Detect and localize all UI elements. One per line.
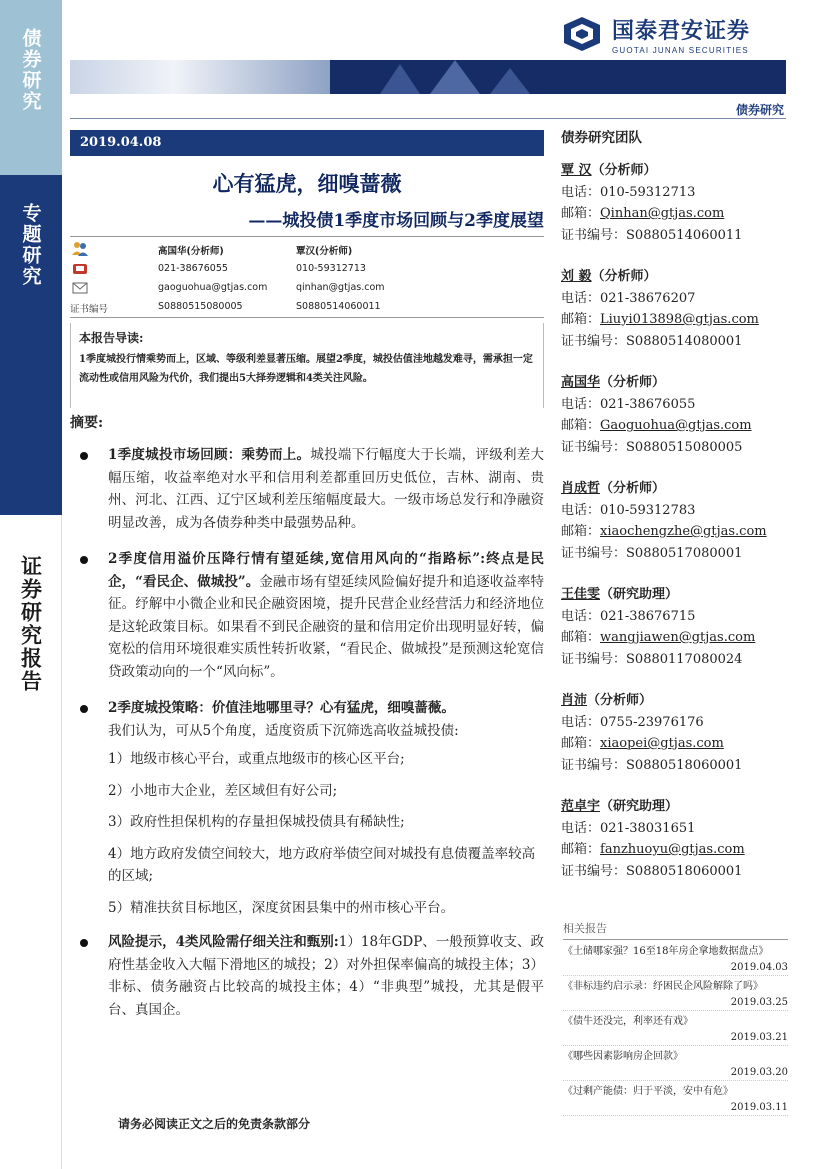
- related-report-link[interactable]: 《债牛还没完，利率还有戏》: [563, 1016, 693, 1027]
- header-banner: [70, 60, 786, 94]
- bullet-dot-icon: [80, 939, 88, 947]
- strategy-item-4: 4）地方政府发债空间较大，地方政府举债空间对城投有息债覆盖率较高的区域;: [108, 845, 536, 884]
- author2-phone: 010-59312713: [296, 263, 366, 274]
- abstract-bullet-1: 1季度城投市场回顾：乘势而上。城投端下行幅度大于长端，评级利差大幅压缩，收益率绝对水平和信用利差都重回历史低位，吉林、湖南、贵州、河北、江西、辽宁区域利差压缩幅度最大。一级市场总发行和净融资明显改善，成为各债券种类中最强势品种。: [78, 444, 544, 534]
- phone-icon: [72, 261, 88, 276]
- strategy-item-5: 5）精准扶贫目标地区，深度贫困县集中的州市核心平台。: [108, 899, 455, 916]
- abstract-bullet-3: 2季度城投策略：价值洼地哪里寻？心有猛虎，细嗅蔷薇。 我们认为，可从5个角度，适度资质下沉筛选高收益城投债:: [78, 697, 544, 742]
- company-logo: [560, 12, 790, 56]
- analyst-card: [561, 478, 791, 564]
- related-report-date: 2019.03.20: [563, 1065, 788, 1082]
- analyst-phone: 电话：021-38676207: [561, 290, 696, 306]
- analyst-name: 王佳雯（研究助理）: [561, 587, 679, 602]
- logo-chinese-name: 国泰君安证券: [612, 18, 751, 44]
- report-date: 2019.04.08: [70, 130, 544, 156]
- author1-phone: 021-38676055: [158, 263, 228, 274]
- related-report-date: 2019.03.21: [563, 1030, 788, 1047]
- analyst-cert: 证书编号：S0880518060001: [561, 863, 743, 879]
- related-reports: [563, 920, 788, 1119]
- analyst-card: [561, 690, 791, 776]
- related-report-link[interactable]: 《过剩产能债：归于平淡，安中有危》: [563, 1086, 733, 1097]
- analyst-phone: 电话：021-38676715: [561, 608, 696, 624]
- bullet-dot-icon: [80, 556, 88, 564]
- analyst-email: 邮箱：fanzhuoyu@gtjas.com: [561, 842, 745, 857]
- related-report-date: 2019.04.03: [563, 960, 788, 977]
- analyst-name: 肖沛（分析师）: [561, 693, 653, 708]
- analyst-name: 覃 汉（分析师）: [561, 163, 657, 178]
- cert-label: 证书编号: [70, 304, 109, 315]
- analyst-cert: 证书编号：S0880518060001: [561, 757, 743, 773]
- related-report-link[interactable]: 《非标违约启示录：纾困民企风险解除了吗》: [563, 981, 763, 992]
- bullet-dot-icon: [80, 452, 88, 460]
- analyst-phone: 电话：021-38031651: [561, 820, 696, 836]
- analyst-email: 邮箱：Qinhan@gtjas.com: [561, 206, 725, 221]
- analyst-email: 邮箱：xiaochengzhe@gtjas.com: [561, 524, 767, 539]
- diamond-decoration-icon: [370, 60, 570, 94]
- analyst-email: 邮箱：Liuyi013898@gtjas.com: [561, 312, 759, 327]
- side-strip: [0, 0, 62, 1169]
- people-icon: [72, 241, 88, 256]
- guide-text: 1季度城投行情乘势而上，区域、等级利差显著压缩。展望2季度，城投估值洼地越发难寻，需承担一定流动性或信用风险为代价，我们提出5大择券逻辑和4类关注风险。: [79, 354, 533, 384]
- header-divider: [70, 118, 786, 119]
- abstract-title: 摘要:: [70, 415, 104, 431]
- side-label-securities-report: 证券研究报告: [0, 515, 62, 1169]
- strategy-item-2: 2）小地市大企业，差区域但有好公司;: [108, 782, 338, 799]
- strategy-item-1: 1）地级市核心平台，或重点地级市的核心区平台;: [108, 751, 405, 767]
- author2-name: 覃汉(分析师): [296, 246, 353, 257]
- analyst-cert: 证书编号：S0880117080024: [561, 651, 743, 667]
- team-title: 债券研究团队: [561, 130, 642, 146]
- bullet-dot-icon: [80, 705, 88, 713]
- analyst-card: [561, 584, 791, 670]
- related-report-date: 2019.03.25: [563, 995, 788, 1012]
- strategy-item-3: 3）政府性担保机构的存量担保城投债具有稀缺性;: [108, 814, 405, 830]
- analyst-card: [561, 796, 791, 882]
- analyst-phone: 电话：021-38676055: [561, 396, 696, 412]
- research-team-column: [561, 120, 791, 882]
- abstract-bullet-4: 风险提示，4类风险需仔细关注和甄别:1）18年GDP、一般预算收支、政府性基金收入大幅下滑地区的城投；2）对外担保率偏高的城投主体；3）非标、债务融资占比较高的城投主体；4）“非典型”城投，尤其是假平台、真国企。: [78, 931, 544, 1021]
- disclaimer-footer: 请务必阅读正文之后的免责条款部分: [118, 1117, 311, 1131]
- report-subtitle: ——城投债1季度市场回顾与2季度展望: [248, 211, 544, 231]
- analyst-phone: 电话：010-59312783: [561, 502, 696, 518]
- related-report-link[interactable]: 《土储哪家强？16至18年房企拿地数据盘点》: [563, 946, 769, 957]
- section-tag: 债券研究: [735, 103, 784, 117]
- analyst-email: 邮箱：xiaopei@gtjas.com: [561, 736, 724, 751]
- author1-email[interactable]: gaoguohua@gtjas.com: [158, 282, 268, 293]
- analyst-card: [561, 160, 791, 246]
- analyst-email: 邮箱：Gaoguohua@gtjas.com: [561, 418, 752, 433]
- analyst-cert: 证书编号：S0880514080001: [561, 333, 743, 349]
- side-label-bond-research: 债券研究: [0, 0, 62, 175]
- analyst-cert: 证书编号：S0880517080001: [561, 545, 743, 561]
- analyst-name: 高国华（分析师）: [561, 375, 666, 390]
- analyst-card: [561, 372, 791, 458]
- analyst-phone: 电话：0755-23976176: [561, 714, 704, 730]
- analyst-name: 刘 毅（分析师）: [561, 269, 657, 284]
- abstract-body: [78, 444, 544, 1030]
- author-cert-row: [70, 298, 544, 316]
- analyst-name: 范卓宇（研究助理）: [561, 799, 679, 814]
- side-label-special-research: 专题研究: [0, 175, 62, 515]
- related-report-link[interactable]: 《哪些因素影响房企回款》: [563, 1051, 683, 1062]
- author-info-table: [70, 236, 544, 318]
- analyst-phone: 电话：010-59312713: [561, 184, 696, 200]
- author-phone-row: [70, 260, 544, 278]
- abstract-bullet-2: 2季度信用溢价压降行情有望延续,宽信用风向的“指路标”:终点是民企，“看民企、做城投”。金融市场有望延续风险偏好提升和追逐收益率特征。纾解中小微企业和民企融资困境，提升民营企业经营活力和经济地位是这轮政策目标。如果看不到民企融资的量和信用定价出现明显好转，偏宽松的信用环境很难实质性转折收紧，“看民企、做城投”是预测这轮宽信贷政策动向的一个“风向标”。: [78, 548, 544, 683]
- author-email-row: [70, 279, 544, 297]
- report-guide: [70, 323, 544, 408]
- analyst-card: [561, 266, 791, 352]
- logo-english-name: GUOTAI JUNAN SECURITIES: [612, 45, 749, 55]
- logo-emblem-icon: [560, 15, 604, 53]
- report-title: 心有猛虎，细嗅蔷薇: [212, 171, 402, 196]
- author1-cert: S0880515080005: [158, 301, 243, 312]
- related-report-date: 2019.03.11: [563, 1100, 788, 1117]
- mail-icon: [72, 280, 88, 295]
- related-reports-title: 相关报告: [563, 920, 788, 940]
- analyst-cert: 证书编号：S0880515080005: [561, 439, 743, 455]
- author2-email[interactable]: qinhan@gtjas.com: [296, 282, 385, 293]
- author-name-row: [70, 240, 544, 258]
- guide-title: 本报告导读:: [79, 331, 144, 345]
- analyst-email: 邮箱：wangjiawen@gtjas.com: [561, 630, 756, 645]
- author1-name: 高国华(分析师): [158, 246, 224, 257]
- author2-cert: S0880514060011: [296, 301, 381, 312]
- analyst-cert: 证书编号：S0880514060011: [561, 227, 743, 243]
- analyst-name: 肖成哲（分析师）: [561, 481, 666, 496]
